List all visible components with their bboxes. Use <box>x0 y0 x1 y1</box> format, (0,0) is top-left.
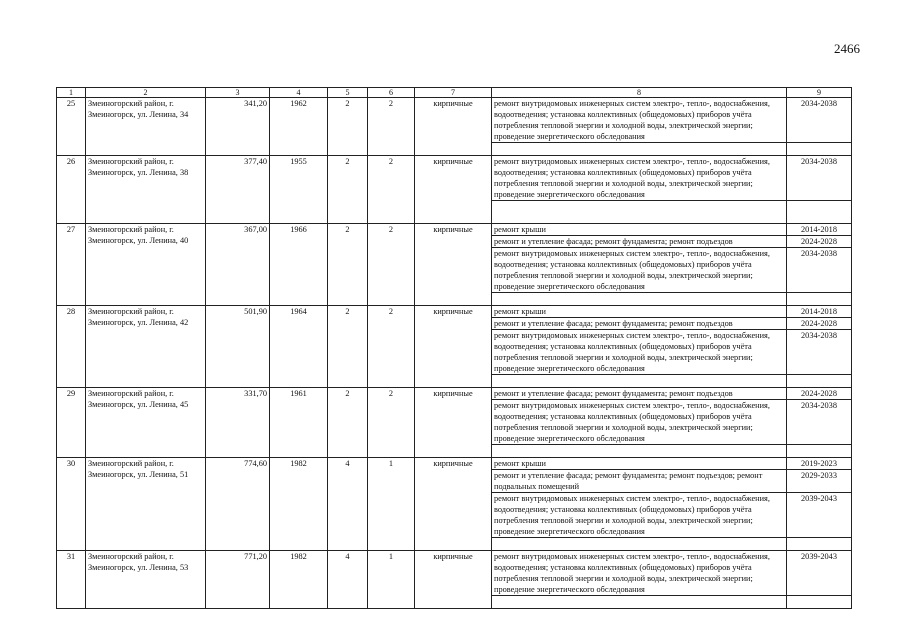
work-period: 2034-2038 <box>787 98 852 143</box>
table-row <box>57 98 852 143</box>
work-description: ремонт и утепление фасада; ремонт фундамента; ремонт подъездов <box>492 388 787 400</box>
spacer-cell <box>492 375 787 388</box>
total-area: 771,20 <box>206 551 270 609</box>
table-row <box>57 156 852 201</box>
work-description: ремонт крыши <box>492 306 787 318</box>
column-number: 3 <box>206 88 270 98</box>
work-period: 2024-2028 <box>787 236 852 248</box>
total-area: 341,20 <box>206 98 270 156</box>
entrance-count: 1 <box>368 458 415 551</box>
row-number: 31 <box>57 551 86 609</box>
table-row <box>57 224 852 236</box>
entrance-count: 2 <box>368 388 415 458</box>
row-number: 30 <box>57 458 86 551</box>
column-number: 1 <box>57 88 86 98</box>
wall-material: кирпичные <box>415 306 492 388</box>
work-description: ремонт и утепление фасада; ремонт фундамента; ремонт подъездов; ремонт подвальных помещений <box>492 470 787 493</box>
entrance-count: 2 <box>368 98 415 156</box>
spacer-cell <box>787 201 852 224</box>
entrance-count: 1 <box>368 551 415 609</box>
spacer-cell <box>492 596 787 609</box>
spacer-cell <box>492 538 787 551</box>
wall-material: кирпичные <box>415 388 492 458</box>
column-number: 7 <box>415 88 492 98</box>
table-row <box>57 388 852 400</box>
wall-material: кирпичные <box>415 551 492 609</box>
build-year: 1962 <box>270 98 328 156</box>
house-address: Змеиногорский район, г. Змеиногорск, ул. Ленина, 53 <box>86 551 206 609</box>
wall-material: кирпичные <box>415 458 492 551</box>
spacer-cell <box>492 293 787 306</box>
total-area: 774,60 <box>206 458 270 551</box>
row-number: 28 <box>57 306 86 388</box>
work-period: 2039-2043 <box>787 493 852 538</box>
build-year: 1955 <box>270 156 328 224</box>
wall-material: кирпичные <box>415 224 492 306</box>
table-row <box>57 458 852 470</box>
house-address: Змеиногорский район, г. Змеиногорск, ул. Ленина, 45 <box>86 388 206 458</box>
column-number: 9 <box>787 88 852 98</box>
work-period: 2034-2038 <box>787 248 852 293</box>
spacer-cell <box>492 143 787 156</box>
row-number: 29 <box>57 388 86 458</box>
build-year: 1966 <box>270 224 328 306</box>
total-area: 377,40 <box>206 156 270 224</box>
build-year: 1961 <box>270 388 328 458</box>
work-period: 2019-2023 <box>787 458 852 470</box>
table-row <box>57 306 852 318</box>
work-description: ремонт внутридомовых инженерных систем электро-, тепло-, водоснабжения, водоотведения; установка коллективных (общедомовых) приборов учёта потребления тепловой энергии и холодной воды, электрической энергии; проведение энергетического обследования <box>492 551 787 596</box>
work-period: 2034-2038 <box>787 156 852 201</box>
work-description: ремонт внутридомовых инженерных систем электро-, тепло-, водоснабжения, водоотведения; установка коллективных (общедомовых) приборов учёта потребления тепловой энергии и холодной воды, электрической энергии; проведение энергетического обследования <box>492 330 787 375</box>
house-address: Змеиногорский район, г. Змеиногорск, ул. Ленина, 40 <box>86 224 206 306</box>
total-area: 367,00 <box>206 224 270 306</box>
build-year: 1982 <box>270 551 328 609</box>
row-number: 27 <box>57 224 86 306</box>
work-description: ремонт внутридомовых инженерных систем электро-, тепло-, водоснабжения, водоотведения; установка коллективных (общедомовых) приборов учёта потребления тепловой энергии и холодной воды, электрической энергии; проведение энергетического обследования <box>492 156 787 201</box>
build-year: 1982 <box>270 458 328 551</box>
entrance-count: 2 <box>368 224 415 306</box>
work-period: 2014-2018 <box>787 306 852 318</box>
repair-schedule-table <box>56 87 852 609</box>
floor-count: 2 <box>328 306 368 388</box>
spacer-cell <box>787 375 852 388</box>
build-year: 1964 <box>270 306 328 388</box>
page-number: 2466 <box>834 41 860 56</box>
work-description: ремонт и утепление фасада; ремонт фундамента; ремонт подъездов <box>492 318 787 330</box>
work-period: 2024-2028 <box>787 388 852 400</box>
work-description: ремонт крыши <box>492 224 787 236</box>
spacer-cell <box>787 596 852 609</box>
floor-count: 2 <box>328 388 368 458</box>
floor-count: 2 <box>328 98 368 156</box>
work-description: ремонт внутридомовых инженерных систем электро-, тепло-, водоснабжения, водоотведения; установка коллективных (общедомовых) приборов учёта потребления тепловой энергии и холодной воды, электрической энергии; проведение энергетического обследования <box>492 98 787 143</box>
spacer-cell <box>787 293 852 306</box>
house-address: Змеиногорский район, г. Змеиногорск, ул. Ленина, 38 <box>86 156 206 224</box>
house-address: Змеиногорский район, г. Змеиногорск, ул. Ленина, 42 <box>86 306 206 388</box>
spacer-cell <box>787 538 852 551</box>
wall-material: кирпичные <box>415 156 492 224</box>
spacer-cell <box>492 445 787 458</box>
spacer-cell <box>787 143 852 156</box>
work-period: 2014-2018 <box>787 224 852 236</box>
entrance-count: 2 <box>368 156 415 224</box>
house-address: Змеиногорский район, г. Змеиногорск, ул. Ленина, 51 <box>86 458 206 551</box>
column-number: 8 <box>492 88 787 98</box>
floor-count: 4 <box>328 551 368 609</box>
work-period: 2034-2038 <box>787 400 852 445</box>
entrance-count: 2 <box>368 306 415 388</box>
table-row <box>57 551 852 596</box>
floor-count: 4 <box>328 458 368 551</box>
column-number: 5 <box>328 88 368 98</box>
row-number: 26 <box>57 156 86 224</box>
column-number-row <box>57 88 852 98</box>
work-period: 2039-2043 <box>787 551 852 596</box>
total-area: 331,70 <box>206 388 270 458</box>
work-period: 2029-2033 <box>787 470 852 493</box>
floor-count: 2 <box>328 156 368 224</box>
column-number: 6 <box>368 88 415 98</box>
spacer-cell <box>492 201 787 224</box>
work-period: 2024-2028 <box>787 318 852 330</box>
floor-count: 2 <box>328 224 368 306</box>
row-number: 25 <box>57 98 86 156</box>
work-period: 2034-2038 <box>787 330 852 375</box>
column-number: 4 <box>270 88 328 98</box>
table-body <box>57 88 852 609</box>
spacer-cell <box>787 445 852 458</box>
work-description: ремонт внутридомовых инженерных систем электро-, тепло-, водоснабжения, водоотведения; установка коллективных (общедомовых) приборов учёта потребления тепловой энергии и холодной воды, электрической энергии; проведение энергетического обследования <box>492 400 787 445</box>
work-description: ремонт крыши <box>492 458 787 470</box>
total-area: 501,90 <box>206 306 270 388</box>
work-description: ремонт и утепление фасада; ремонт фундамента; ремонт подъездов <box>492 236 787 248</box>
wall-material: кирпичные <box>415 98 492 156</box>
work-description: ремонт внутридомовых инженерных систем электро-, тепло-, водоснабжения, водоотведения; установка коллективных (общедомовых) приборов учёта потребления тепловой энергии и холодной воды, электрической энергии; проведение энергетического обследования <box>492 493 787 538</box>
house-address: Змеиногорский район, г. Змеиногорск, ул. Ленина, 34 <box>86 98 206 156</box>
work-description: ремонт внутридомовых инженерных систем электро-, тепло-, водоснабжения, водоотведения; установка коллективных (общедомовых) приборов учёта потребления тепловой энергии и холодной воды, электрической энергии; проведение энергетического обследования <box>492 248 787 293</box>
column-number: 2 <box>86 88 206 98</box>
